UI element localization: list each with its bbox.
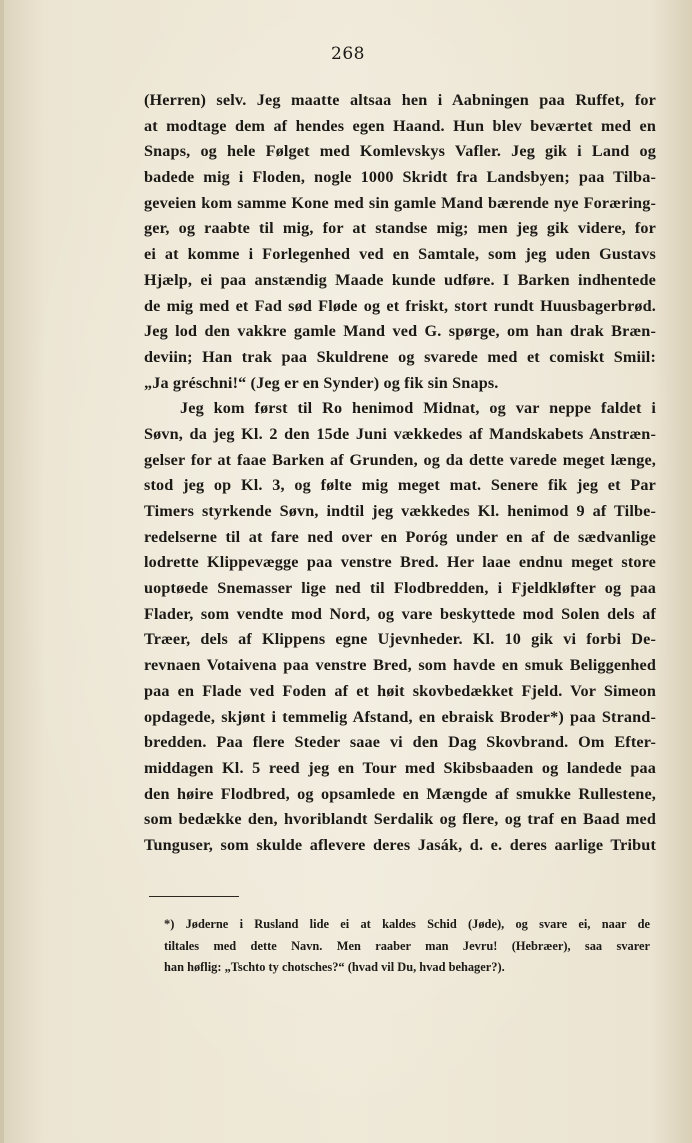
body-text [144, 88, 656, 859]
text-line: ger, og raabte til mig, for at standse mig; men jeg gik videre, for [144, 219, 656, 238]
text-line: Tunguser, som skulde aflevere deres Jasák, d. e. deres aarlige Tribut [144, 835, 656, 854]
text-line: revnaen Votaivena paa venstre Bred, som havde en smuk Beliggenhed [144, 656, 656, 675]
text-line: lodrette Klippevægge paa venstre Bred. Her laae endnu meget store [144, 553, 656, 572]
footnote [164, 914, 650, 979]
text-line: uoptøede Snemasser lige ned til Flodbredden, i Fjeldkløfter og paa [144, 579, 656, 598]
text-line: „Ja gréschni!“ (Jeg er en Synder) og fik sin Snaps. [144, 373, 499, 392]
text-line: redelserne til at fare ned over en Poróg under en af de sædvanlige [144, 527, 656, 546]
text-line: at modtage dem af hendes egen Haand. Hun blev beværtet med en [144, 116, 656, 135]
text-line: paa en Flade ved Foden af et høit skovbedækket Fjeld. Vor Simeon [144, 681, 656, 700]
text-line: Timers styrkende Søvn, indtil jeg vækkedes Kl. henimod 9 af Tilbe- [144, 502, 656, 520]
text-line: opdagede, skjønt i temmelig Afstand, en ebraisk Broder*) paa Strand- [144, 707, 656, 726]
text-line: ei at komme i Forlegenhed ved en Samtale, som jeg uden Gustavs [144, 245, 656, 264]
text-line: gelser for at faae Barken af Grunden, og da dette varede meget længe, [144, 450, 656, 469]
footnote-line: han høflig: „Tschto ty chotsches?“ (hvad vil Du, hvad behager?). [164, 960, 505, 974]
text-line: deviin; Han trak paa Skuldrene og svarede med et comiskt Smiil: [144, 347, 656, 366]
footnote-divider [149, 896, 239, 897]
text-line: bredden. Paa flere Steder saae vi den Dag Skovbrand. Om Efter- [144, 733, 656, 752]
footnote-line: *) Jøderne i Rusland lide ei at kaldes Schid (Jøde), og svare ei, naar de [164, 917, 650, 931]
paragraph-start-line: Jeg kom først til Ro henimod Midnat, og var neppe faldet i [180, 399, 656, 418]
text-line: Søvn, da jeg Kl. 2 den 15de Juni vækkedes af Mandskabets Anstræn- [144, 424, 656, 443]
text-line: (Herren) selv. Jeg maatte altsaa hen i Aabningen paa Ruffet, for [144, 91, 656, 109]
text-line: middagen Kl. 5 reed jeg en Tour med Skibsbaaden og landede paa [144, 758, 656, 777]
text-line: de mig med et Fad sød Fløde og et friskt, stort rundt Huusbagerbrød. [144, 296, 656, 315]
text-line: Hjælp, ei paa anstændig Maade kunde udføre. I Barken indhentede [144, 270, 656, 289]
footnote-line: tiltales med dette Navn. Men raaber man Jevru! (Hebræer), saa svarer [164, 938, 650, 953]
text-line: Jeg lod den vakkre gamle Mand ved G. spørge, om han drak Bræn- [144, 322, 656, 341]
text-line: Flader, som vendte mod Nord, og vare beskyttede mod Solen dels af [144, 604, 656, 623]
text-line: som bedække den, hvoriblandt Serdalik og flere, og traf en Baad med [144, 810, 656, 829]
text-line: stod jeg op Kl. 3, og følte mig meget mat. Senere fik jeg et Par [144, 476, 656, 495]
text-line: den høire Flodbred, og opsamlede en Mængde af smukke Rullestene, [144, 784, 656, 803]
text-line: Snaps, og hele Følget med Komlevskys Vafler. Jeg gik i Land og [144, 142, 656, 161]
text-line: badede mig i Floden, nogle 1000 Skridt fra Landsbyen; paa Tilba- [144, 168, 656, 187]
text-line: Træer, dels af Klippens egne Ujevnheder. Kl. 10 gik vi forbi De- [144, 630, 656, 649]
page-number: 268 [331, 44, 365, 64]
text-line: geveien kom samme Kone med sin gamle Mand bærende nye Foræring- [144, 193, 656, 212]
